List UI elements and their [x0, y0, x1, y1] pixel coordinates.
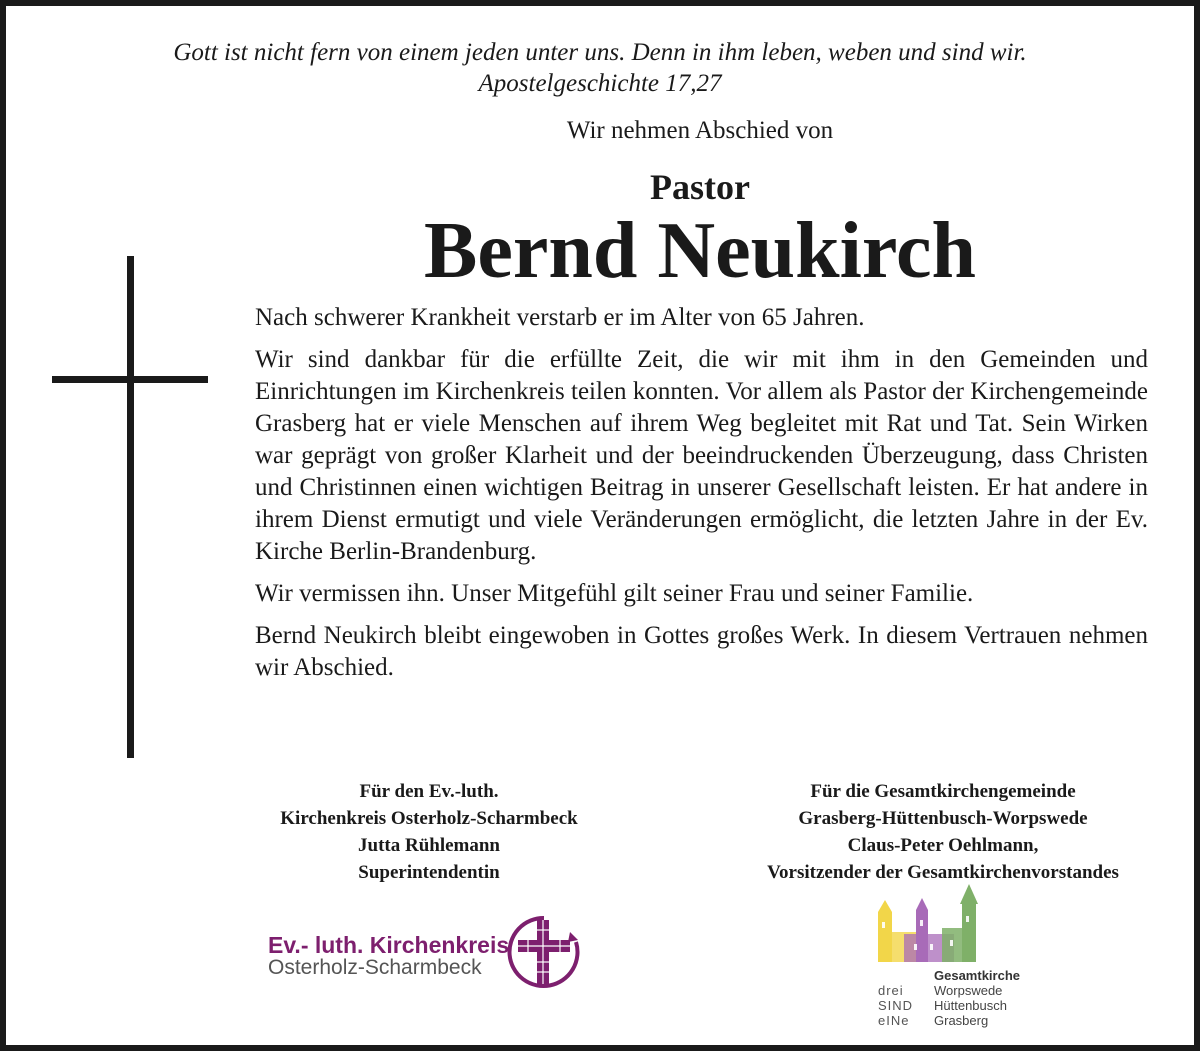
- paragraph: Bernd Neukirch bleibt eingewoben in Gottes großes Werk. In diesem Vertrauen nehmen wir Abschied.: [255, 622, 1148, 681]
- kirchenkreis-logo: [268, 912, 588, 992]
- signature-gesamtkirchengemeinde: [733, 778, 1153, 886]
- logo-place: Grasberg: [934, 1013, 989, 1028]
- churches-icon: [874, 882, 984, 964]
- deceased-title: Pastor: [650, 167, 750, 207]
- gesamtkirche-logo: [874, 882, 1034, 1032]
- paragraph: Wir vermissen ihn. Unser Mitgefühl gilt seiner Frau und seiner Familie.: [255, 580, 974, 607]
- obituary-text: [255, 302, 1148, 694]
- signature-line: Vorsitzender der Gesamtkirchenvorstandes: [767, 862, 1119, 883]
- signature-line: Kirchenkreis Osterholz-Scharmbeck: [280, 808, 578, 829]
- logo-subtitle: Osterholz-Scharmbeck: [268, 956, 482, 979]
- logo-prefix: eINe: [878, 1013, 910, 1028]
- signature-line: Jutta Rühlemann: [358, 835, 500, 856]
- paragraph: Wir sind dankbar für die erfüllte Zeit, die wir mit ihm in den Gemeinden und Einrichtungen im Kirchenkreis teilen konnten. Vor allem als Pastor der Kirchengemeinde Grasberg hat er viele Menschen auf ihrem Weg begleitet mit Rat und Tat. Sein Wirken war geprägt von großer Klarheit und der beeindruckenden Überzeugung, dass Christen und Christinnen einen wichtigen Beitrag in unserer Gesellschaft leisten. Er hat andere in ihrem Dienst ermutigt und viele Veränderungen ermöglicht, die letzten Jahre in der Ev. Kirche Berlin-Brandenburg.: [255, 346, 1148, 565]
- logo-prefix: drei: [878, 983, 904, 998]
- bible-verse: [6, 37, 1194, 100]
- signature-line: Für den Ev.-luth.: [359, 781, 499, 802]
- intro-text: Wir nehmen Abschied von: [566, 117, 834, 144]
- logo-prefix: SIND: [878, 998, 914, 1013]
- deceased-name: Bernd Neukirch: [424, 207, 976, 295]
- signature-line: Claus-Peter Oehlmann,: [847, 835, 1039, 856]
- signature-line: Für die Gesamtkirchengemeinde: [810, 781, 1076, 802]
- cross-icon: [127, 256, 134, 758]
- verse-reference: Apostelgeschichte 17,27: [478, 70, 722, 98]
- signature-line: Grasberg-Hüttenbusch-Worpswede: [798, 808, 1088, 829]
- logo-place: Worpswede: [934, 983, 1003, 998]
- paragraph: Nach schwerer Krankheit verstarb er im Alter von 65 Jahren.: [255, 304, 865, 331]
- signature-kirchenkreis: [250, 778, 608, 886]
- verse-text: Gott ist nicht fern von einem jeden unter uns. Denn in ihm leben, weben und sind wir.: [173, 39, 1027, 66]
- logo-heading: Gesamtkirche: [934, 968, 1020, 983]
- signature-line: Superintendentin: [358, 862, 500, 883]
- woven-cross-icon: [504, 912, 584, 992]
- logo-title: Ev.- luth. Kirchenkreis: [268, 932, 510, 958]
- cross-icon-bar: [52, 376, 208, 383]
- logo-place: Hüttenbusch: [934, 998, 1007, 1013]
